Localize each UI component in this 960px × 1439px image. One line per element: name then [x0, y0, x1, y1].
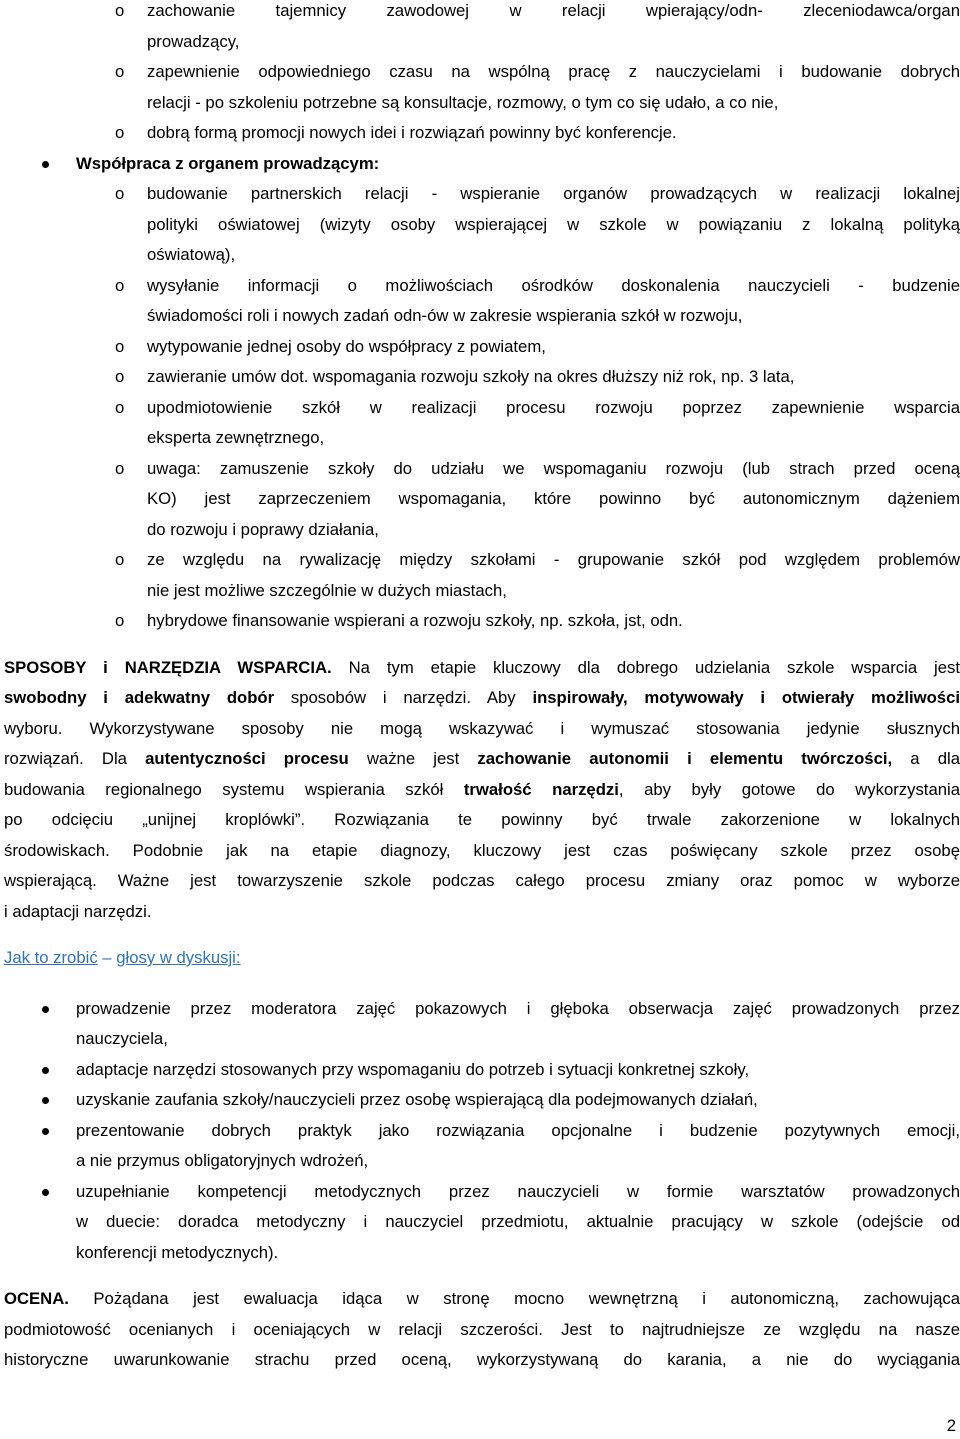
paragraph-line: środowiskach. Podobnie jak na etapie diagnozy, kluczowy jest czas poświęcany szkole przez osobę: [4, 840, 960, 860]
list-bullet: o: [115, 1, 125, 20]
list-item-text: zawieranie umów dot. wspomagania rozwoju szkoły na okres dłuższy niż rok, np. 3 lata,: [147, 367, 795, 386]
list-item-continuation: [4, 515, 960, 546]
paragraph-line: historyczne uwarunkowanie strachu przed oceną, wykorzystywaną do karania, a nie do wyciągania: [4, 1350, 960, 1369]
paragraph-bold-text: autentyczności procesu: [145, 749, 349, 768]
paragraph-line: wspierającą. Ważne jest towarzyszenie szkole podczas całego procesu zmiany oraz pomoc w wyborze: [4, 871, 960, 890]
list-item-text: uzupełnianie kompetencji metodycznych przez nauczycieli w formie warsztatów prowadzonych: [76, 1181, 960, 1201]
list-item-text: prowadzenie przez moderatora zajęć pokazowych i głęboka obserwacja zajęć prowadzonych przez: [76, 998, 960, 1018]
page-number: 2: [946, 1416, 956, 1435]
assessment-heading: OCENA.: [4, 1289, 69, 1308]
list-item: [4, 118, 960, 149]
list-item-continuation: [4, 1238, 960, 1269]
paragraph-line: [4, 1284, 960, 1315]
list-item: [4, 1085, 960, 1116]
paragraph-line: [4, 653, 960, 684]
bullet-dot-icon: [42, 161, 49, 168]
list-item: [4, 606, 960, 637]
list-item-continuation: [4, 301, 960, 332]
paragraph-bold-text: inspirowały, motywowały i otwierały możliwości: [532, 688, 960, 707]
cooperation-heading-row: [4, 149, 960, 180]
paragraph-text: ważne jest: [348, 749, 478, 768]
list-item-text: świadomości roli i nowych zadań odn-ów w zakresie wspierania szkół w rozwoju,: [147, 306, 743, 325]
how-to-heading-link: Jak to zrobić: [4, 948, 98, 967]
list-item-continuation: [4, 240, 960, 271]
list-item-text: hybrydowe finansowanie wspierani a rozwoju szkoły, np. szkoła, jst, odn.: [147, 611, 683, 630]
list-item-text: KO) jest zaprzeczeniem wspomagania, które powinno być autonomicznym dążeniem: [147, 489, 960, 508]
paragraph-bold-text: swobodny i adekwatny dobór: [4, 688, 275, 707]
list-bullet: o: [115, 62, 125, 81]
methods-paragraph: [4, 653, 960, 928]
list-item-text: a nie przymus obligatoryjnych wdrożeń,: [76, 1151, 369, 1170]
list-item-text: uwaga: zamuszenie szkoły do udziału we wspomaganiu rozwoju (lub strach przed oceną: [147, 458, 960, 478]
list-item-text: prowadzący,: [147, 31, 240, 51]
list-item-text: wysyłanie informacji o możliwościach ośrodków doskonalenia nauczycieli - budzenie: [147, 275, 960, 295]
bullet-dot-icon: [42, 1006, 49, 1013]
cooperation-heading: Współpraca z organem prowadzącym:: [76, 153, 380, 173]
list-item-text: konferencji metodycznych).: [76, 1242, 279, 1262]
list-bullet: o: [115, 397, 125, 417]
list-item-text: budowanie partnerskich relacji - wspieranie organów prowadzących w realizacji lokalnej: [147, 184, 960, 203]
list-bullet: o: [115, 458, 125, 478]
assessment-paragraph: [4, 1284, 960, 1376]
list-item: [4, 393, 960, 424]
list-item-text: dobrą formą promocji nowych idei i rozwiązań powinny być konferencje.: [147, 123, 677, 142]
list-item-text: w duecie: doradca metodyczny i nauczyciel przedmiotu, aktualnie pracujący w szkole (odejście od: [76, 1212, 960, 1231]
list-item: [4, 1116, 960, 1147]
list-item: [4, 994, 960, 1025]
list-item-continuation: [4, 1207, 960, 1238]
paragraph-bold-text: trwałość narzędzi: [463, 779, 619, 799]
paragraph-text: budowania regionalnego systemu wspierania szkół: [4, 779, 464, 799]
list-item-text: do rozwoju i poprawy działania,: [147, 519, 379, 539]
list-item-text: zapewnienie odpowiedniego czasu na wspólną pracę z nauczycielami i budowanie dobrych: [147, 62, 960, 81]
paragraph-bold-text: zachowanie autonomii i elementu twórczości,: [477, 749, 893, 768]
list-item-continuation: [4, 576, 960, 607]
bullet-dot-icon: [42, 1097, 49, 1104]
list-item: [4, 362, 960, 393]
list-item: [4, 179, 960, 210]
list-item: [4, 57, 960, 88]
list-bullet: o: [115, 123, 125, 142]
list-bullet: o: [115, 336, 125, 356]
list-bullet: o: [115, 367, 125, 386]
top-list: [4, 0, 960, 1376]
list-item-continuation: [4, 1146, 960, 1177]
paragraph-text: sposobów i narzędzi. Aby: [274, 688, 533, 707]
list-bullet: o: [115, 275, 125, 295]
list-bullet: o: [115, 611, 125, 630]
paragraph-line: po odcięciu „unijnej kroplówki”. Rozwiązania te powinny być trwale zakorzenione w lokalnych: [4, 810, 960, 829]
list-bullet: o: [115, 550, 125, 569]
list-item-text: nie jest możliwe szczególnie w dużych miastach,: [147, 580, 507, 600]
list-item-text: relacji - po szkoleniu potrzebne są konsultacje, rozmowy, o tym co się udało, a co nie,: [147, 92, 779, 112]
list-item-text: ze względu na rywalizację między szkołami - grupowanie szkół pod względem problemów: [147, 550, 960, 569]
paragraph-text: a dla: [892, 749, 960, 768]
list-item-text: nauczyciela,: [76, 1029, 168, 1048]
list-item-text: eksperta zewnętrznego,: [147, 428, 325, 447]
bullet-dot-icon: [42, 1128, 49, 1135]
list-item-continuation: [4, 423, 960, 454]
list-item-text: upodmiotowienie szkół w realizacji procesu rozwoju poprzez zapewnienie wsparcia: [147, 397, 960, 417]
list-item-continuation: [4, 484, 960, 515]
list-item-continuation: [4, 27, 960, 58]
list-item-text: adaptacje narzędzi stosowanych przy wspomaganiu do potrzeb i sytuacji konkretnej szkoły,: [76, 1059, 750, 1079]
paragraph-text: Na tym etapie kluczowy dla dobrego udzielania szkole wsparcia jest: [331, 657, 960, 677]
paragraph-line: [4, 744, 960, 775]
bullet-dot-icon: [42, 1067, 49, 1074]
list-item: [4, 0, 960, 27]
list-item-text: polityki oświatowej (wizyty osoby wspierającej w szkole w powiązaniu z lokalną polityką: [147, 214, 960, 234]
how-to-heading-text: głosy w dyskusji:: [116, 948, 241, 967]
list-item-text: prezentowanie dobrych praktyk jako rozwiązania opcjonalne i budzenie pozytywnych emocji,: [76, 1120, 960, 1140]
list-item: [4, 454, 960, 485]
how-to-heading-dash: –: [97, 948, 117, 967]
paragraph-text: Pożądana jest ewaluacja idąca w stronę mocno wewnętrzną i autonomiczną, zachowująca: [68, 1289, 960, 1308]
list-item-continuation: [4, 210, 960, 241]
list-item: [4, 1177, 960, 1208]
list-item-continuation: [4, 1024, 960, 1055]
paragraph-text: , aby były gotowe do wykorzystania: [618, 779, 960, 799]
paragraph-line: [4, 775, 960, 806]
paragraph-line: podmiotowość ocenianych i oceniających w relacji szczerości. Jest to najtrudniejsze ze względu na nasze: [4, 1319, 960, 1339]
paragraph-line: [4, 683, 960, 714]
list-item-text: oświatową),: [147, 245, 236, 264]
list-item-text: uzyskanie zaufania szkoły/nauczycieli przez osobę wspierającą dla podejmowanych działań,: [76, 1090, 758, 1109]
list-item: [4, 332, 960, 363]
paragraph-text: rozwiązań. Dla: [4, 749, 146, 768]
paragraph-line: wyboru. Wykorzystywane sposoby nie mogą wskazywać i wymuszać stosowania jedynie słusznych: [4, 718, 960, 738]
bullet-dot-icon: [42, 1189, 49, 1196]
methods-heading: SPOSOBY i NARZĘDZIA WSPARCIA.: [4, 657, 332, 677]
list-item-continuation: [4, 88, 960, 119]
list-item-text: zachowanie tajemnicy zawodowej w relacji wpierający/odn- zleceniodawca/organ: [147, 1, 960, 20]
paragraph-line: i adaptacji narzędzi.: [4, 901, 152, 921]
list-item: [4, 1055, 960, 1086]
how-to-heading: [4, 943, 960, 974]
list-bullet: o: [115, 184, 125, 203]
list-item: [4, 271, 960, 302]
list-item-text: wytypowanie jednej osoby do współpracy z powiatem,: [147, 336, 546, 356]
list-item: [4, 545, 960, 576]
